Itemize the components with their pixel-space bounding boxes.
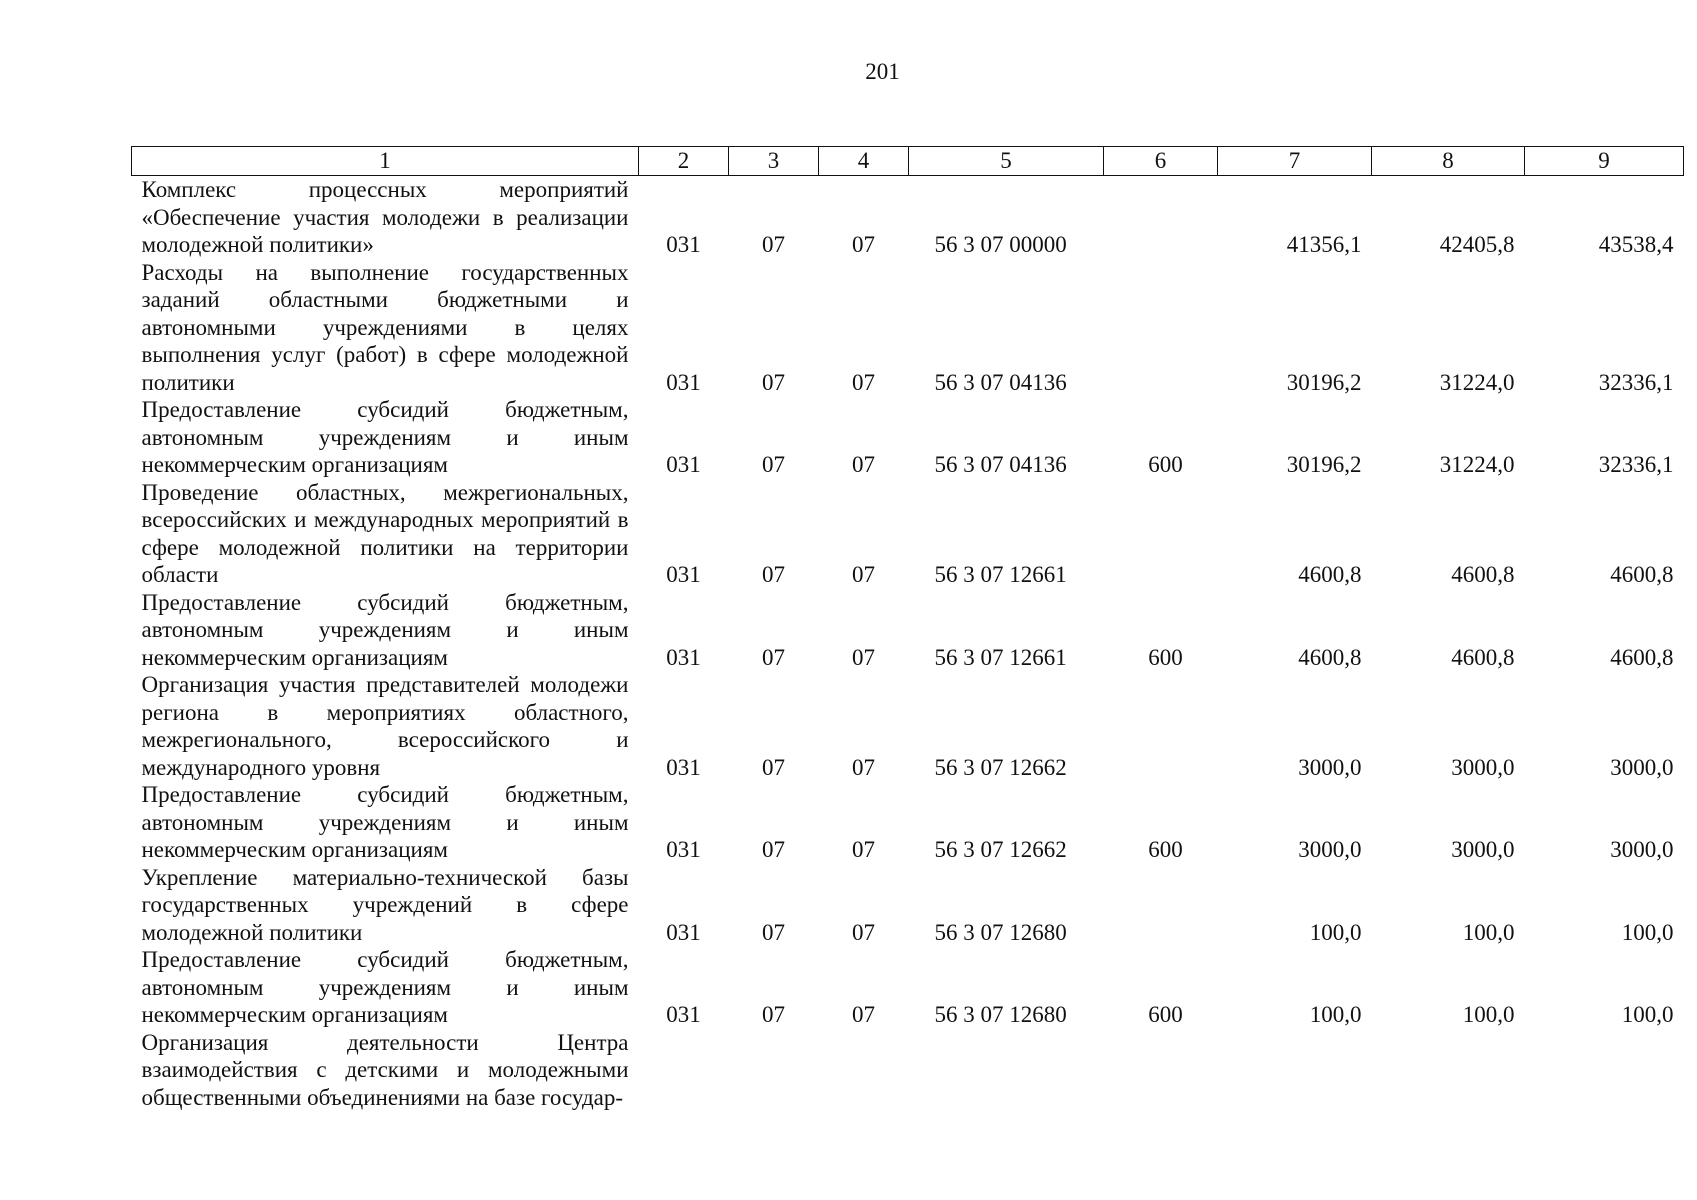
row-csr: 56 3 07 12661 <box>934 644 1067 670</box>
table-row <box>132 259 1684 397</box>
table-header <box>132 147 1684 176</box>
row-pr: 07 <box>852 754 875 780</box>
row-year3 <box>1525 1029 1684 1112</box>
row-name: Предоставление субсидий бюджетным, автономным учреждениям и иным некоммерческим организациям <box>141 397 629 477</box>
table-row <box>132 864 1684 947</box>
row-vr: 600 <box>1148 837 1183 862</box>
row-vr <box>1104 1029 1218 1112</box>
row-csr: 56 3 07 04136 <box>934 452 1067 477</box>
row-pr: 07 <box>852 837 875 862</box>
row-year1: 100,0 <box>1309 919 1362 945</box>
row-rz: 07 <box>762 1002 785 1027</box>
table-body <box>132 176 1684 1112</box>
row-year3: 4600,8 <box>1610 644 1674 670</box>
row-glav: 031 <box>666 919 701 945</box>
row-year3: 3000,0 <box>1610 837 1674 862</box>
row-name: Предоставление субсидий бюджетным, автономным учреждениям и иным некоммерческим организациям <box>141 782 629 862</box>
row-year2: 31224,0 <box>1439 369 1515 395</box>
row-csr: 56 3 07 00000 <box>934 232 1067 257</box>
row-rz: 07 <box>762 754 785 780</box>
row-year1 <box>1218 1029 1372 1112</box>
row-pr: 07 <box>852 369 875 395</box>
header-col-4: 4 <box>819 147 909 176</box>
header-col-1: 1 <box>132 147 639 176</box>
row-rz: 07 <box>762 837 785 862</box>
row-year2: 4600,8 <box>1451 644 1515 670</box>
row-year2 <box>1372 1029 1525 1112</box>
header-col-8: 8 <box>1372 147 1525 176</box>
header-row <box>132 147 1684 176</box>
row-glav: 031 <box>666 562 701 587</box>
table-row <box>132 589 1684 672</box>
row-year1: 30196,2 <box>1286 369 1362 395</box>
row-csr: 56 3 07 04136 <box>934 369 1067 395</box>
row-pr: 07 <box>852 232 875 257</box>
row-year2: 4600,8 <box>1451 562 1515 587</box>
header-col-3: 3 <box>729 147 819 176</box>
row-pr: 07 <box>852 1002 875 1027</box>
header-col-7: 7 <box>1218 147 1372 176</box>
row-year3: 100,0 <box>1621 919 1674 945</box>
row-name: Укрепление материально-технической базы государственных учреждений в сфере молодежной политики <box>141 864 629 945</box>
row-year2: 100,0 <box>1462 1002 1515 1027</box>
row-glav <box>639 1029 729 1112</box>
row-rz: 07 <box>762 919 785 945</box>
table-row <box>132 781 1684 864</box>
row-vr <box>1104 259 1218 397</box>
row-vr: 600 <box>1148 1002 1183 1027</box>
row-rz: 07 <box>762 562 785 587</box>
row-name: Организация участия представителей молодежи региона в мероприятиях областного, межрегионального, всероссийского и международного уровня <box>141 672 629 780</box>
row-year3: 100,0 <box>1621 1002 1674 1027</box>
row-glav: 031 <box>666 232 701 257</box>
row-rz: 07 <box>762 644 785 670</box>
row-name: Предоставление субсидий бюджетным, автономным учреждениям и иным некоммерческим организациям <box>141 589 629 670</box>
table-row <box>132 479 1684 589</box>
row-name: Расходы на выполнение государственных заданий областными бюджетными и автономными учреждениями в целях выполнения услуг (работ) в сфере молодежной политики <box>141 259 629 395</box>
budget-table <box>131 146 1684 1111</box>
row-csr: 56 3 07 12662 <box>934 837 1067 862</box>
row-pr <box>819 1029 909 1112</box>
table-row <box>132 1029 1684 1112</box>
row-year3: 32336,1 <box>1598 369 1674 395</box>
row-rz: 07 <box>762 232 785 257</box>
row-year1: 100,0 <box>1309 1002 1362 1027</box>
row-year1: 4600,8 <box>1298 562 1362 587</box>
row-glav: 031 <box>666 837 701 862</box>
row-csr: 56 3 07 12680 <box>934 919 1067 945</box>
row-rz: 07 <box>762 369 785 395</box>
table-row <box>132 671 1684 781</box>
row-csr: 56 3 07 12680 <box>934 1002 1067 1027</box>
header-col-2: 2 <box>639 147 729 176</box>
row-pr: 07 <box>852 452 875 477</box>
row-vr <box>1104 176 1218 259</box>
table-row <box>132 396 1684 479</box>
row-year1: 41356,1 <box>1286 232 1362 257</box>
row-name: Организация деятельности Центра взаимодействия с детскими и молодежными общественными объединениями на базе государ- <box>141 1029 629 1110</box>
header-col-6: 6 <box>1104 147 1218 176</box>
row-vr <box>1104 864 1218 947</box>
table-row <box>132 946 1684 1029</box>
row-pr: 07 <box>852 919 875 945</box>
row-vr: 600 <box>1148 452 1183 477</box>
row-year3: 4600,8 <box>1610 562 1674 587</box>
row-glav: 031 <box>666 644 701 670</box>
row-glav: 031 <box>666 1002 701 1027</box>
row-vr <box>1104 479 1218 589</box>
header-col-5: 5 <box>909 147 1104 176</box>
row-year2: 3000,0 <box>1451 837 1515 862</box>
row-rz <box>729 1029 819 1112</box>
table-row <box>132 176 1684 259</box>
row-year3: 43538,4 <box>1598 232 1674 257</box>
row-csr: 56 3 07 12661 <box>934 562 1067 587</box>
row-glav: 031 <box>666 369 701 395</box>
row-vr <box>1104 671 1218 781</box>
row-pr: 07 <box>852 644 875 670</box>
row-year1: 30196,2 <box>1286 452 1362 477</box>
row-glav: 031 <box>666 754 701 780</box>
row-year3: 32336,1 <box>1598 452 1674 477</box>
row-name: Предоставление субсидий бюджетным, автономным учреждениям и иным некоммерческим организациям <box>141 947 629 1027</box>
row-vr: 600 <box>1148 644 1183 670</box>
row-year2: 3000,0 <box>1451 754 1515 780</box>
row-pr: 07 <box>852 562 875 587</box>
row-year3: 3000,0 <box>1610 754 1674 780</box>
header-col-9: 9 <box>1525 147 1684 176</box>
row-csr: 56 3 07 12662 <box>934 754 1067 780</box>
row-glav: 031 <box>666 452 701 477</box>
row-csr <box>909 1029 1104 1112</box>
row-year1: 3000,0 <box>1298 754 1362 780</box>
row-year2: 100,0 <box>1462 919 1515 945</box>
row-year2: 42405,8 <box>1439 232 1515 257</box>
row-year1: 3000,0 <box>1298 837 1362 862</box>
page-number: 201 <box>865 59 900 84</box>
row-name: Комплекс процессных мероприятий «Обеспечение участия молодежи в реализации молодежной политики» <box>141 177 629 257</box>
row-name: Проведение областных, межрегиональных, всероссийских и международных мероприятий в сфере молодежной политики на территории области <box>141 479 629 587</box>
row-year2: 31224,0 <box>1439 452 1515 477</box>
row-year1: 4600,8 <box>1298 644 1362 670</box>
row-rz: 07 <box>762 452 785 477</box>
